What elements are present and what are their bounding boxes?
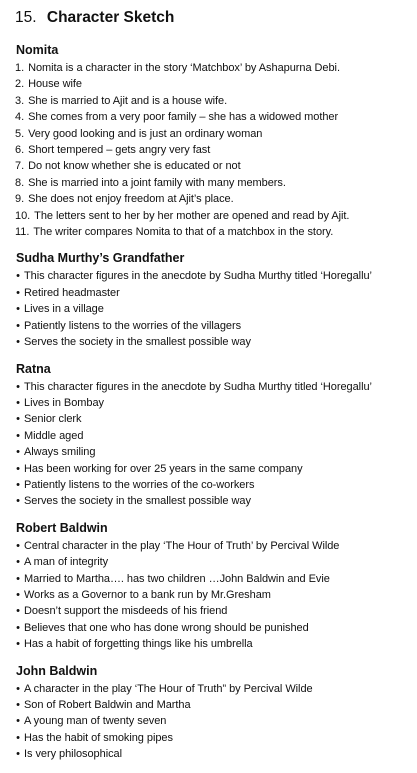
list-item bbox=[15, 301, 411, 317]
bullet-marker: • bbox=[16, 319, 20, 332]
bullet-marker: • bbox=[16, 446, 20, 459]
item-text: She comes from a very poor family – she has a widowed mother bbox=[28, 111, 339, 124]
item-text: Patiently listens to the worries of the villagers bbox=[24, 319, 242, 332]
section-ratna bbox=[15, 361, 411, 510]
bullet-marker: • bbox=[16, 638, 20, 651]
list-item bbox=[15, 428, 411, 444]
section-title: Robert Baldwin bbox=[16, 520, 108, 535]
item-number: 11. bbox=[15, 226, 30, 239]
item-text: Lives in Bombay bbox=[24, 396, 104, 409]
list-item bbox=[15, 697, 411, 713]
list-item bbox=[15, 93, 411, 109]
item-number: 3. bbox=[15, 94, 25, 107]
bullet-marker: • bbox=[16, 605, 20, 618]
item-text: Believes that one who has done wrong should be punished bbox=[24, 621, 309, 634]
section-john-baldwin bbox=[15, 663, 411, 763]
list-item bbox=[15, 175, 411, 191]
list-item bbox=[15, 191, 411, 207]
item-text: She is married to Ajit and is a house wife. bbox=[28, 94, 228, 107]
item-text: Senior clerk bbox=[24, 413, 82, 426]
bullet-list bbox=[15, 681, 411, 763]
bullet-marker: • bbox=[16, 286, 20, 299]
bullet-marker: • bbox=[16, 572, 20, 585]
list-item bbox=[15, 158, 411, 174]
list-item bbox=[15, 60, 411, 76]
item-text: Doesn’t support the misdeeds of his friend bbox=[24, 605, 228, 618]
section-sudha-murthy-s-grandfather bbox=[15, 250, 411, 350]
item-text: Has a habit of forgetting things like his umbrella bbox=[24, 638, 253, 651]
item-number: 8. bbox=[15, 176, 25, 189]
list-item bbox=[15, 395, 411, 411]
item-text: Is very philosophical bbox=[24, 748, 122, 761]
section-title: Nomita bbox=[16, 43, 59, 57]
section-nomita bbox=[15, 42, 411, 240]
item-text: A character in the play ‘The Hour of Truth” by Percival Wilde bbox=[24, 682, 313, 695]
list-item bbox=[15, 538, 411, 554]
item-text: Central character in the play ‘The Hour of Truth’ by Percival Wilde bbox=[24, 539, 340, 552]
item-text: She is married into a joint family with many members. bbox=[28, 176, 286, 189]
list-item bbox=[15, 76, 411, 92]
list-item bbox=[15, 411, 411, 427]
bullet-marker: • bbox=[16, 380, 20, 393]
list-item bbox=[15, 620, 411, 636]
list-item bbox=[15, 224, 411, 240]
list-item bbox=[15, 554, 411, 570]
bullet-marker: • bbox=[16, 429, 20, 442]
bullet-marker: • bbox=[16, 556, 20, 569]
item-number: 5. bbox=[15, 127, 25, 140]
item-number: 6. bbox=[15, 144, 25, 157]
list-item bbox=[15, 379, 411, 395]
bullet-list bbox=[15, 379, 411, 510]
bullet-marker: • bbox=[16, 539, 20, 552]
bullet-marker: • bbox=[16, 495, 20, 508]
bullet-marker: • bbox=[16, 588, 20, 601]
item-text: Retired headmaster bbox=[24, 286, 120, 299]
item-number: 7. bbox=[15, 160, 25, 173]
section-robert-baldwin bbox=[15, 520, 411, 653]
list-item bbox=[15, 461, 411, 477]
item-text: Lives in a village bbox=[24, 303, 104, 316]
list-item bbox=[15, 603, 411, 619]
list-item bbox=[15, 493, 411, 509]
list-item bbox=[15, 746, 411, 762]
item-text: Do not know whether she is educated or not bbox=[28, 160, 241, 173]
item-text: Always smiling bbox=[24, 446, 96, 459]
list-item bbox=[15, 318, 411, 334]
list-item bbox=[15, 681, 411, 697]
item-text: Works as a Governor to a bank run by Mr.Gresham bbox=[24, 588, 271, 601]
numbered-list bbox=[15, 60, 411, 240]
item-text: Nomita is a character in the story ‘Matchbox’ by Ashapurna Debi. bbox=[28, 62, 340, 74]
item-text: A young man of twenty seven bbox=[24, 715, 167, 728]
list-item bbox=[15, 477, 411, 493]
item-text: Short tempered – gets angry very fast bbox=[28, 144, 211, 157]
item-text: A man of integrity bbox=[24, 556, 109, 569]
document-page bbox=[15, 8, 411, 773]
item-number: 1. bbox=[15, 62, 25, 74]
item-text: Serves the society in the smallest possible way bbox=[24, 495, 251, 508]
heading-number: 15. bbox=[15, 9, 37, 26]
item-text: Has the habit of smoking pipes bbox=[24, 731, 173, 744]
item-number: 10. bbox=[15, 209, 31, 222]
list-item bbox=[15, 571, 411, 587]
item-text: This character figures in the anecdote by Sudha Murthy titled ‘Horegallu’ bbox=[24, 270, 372, 283]
item-text: She does not enjoy freedom at Ajit’s place. bbox=[28, 193, 234, 206]
item-number: 4. bbox=[15, 111, 25, 124]
list-item bbox=[15, 268, 411, 284]
section-title: John Baldwin bbox=[16, 663, 98, 678]
list-item bbox=[15, 444, 411, 460]
item-text: House wife bbox=[28, 78, 82, 91]
heading-title: Character Sketch bbox=[46, 9, 175, 26]
item-number: 9. bbox=[15, 193, 25, 206]
list-item bbox=[15, 636, 411, 652]
bullet-marker: • bbox=[16, 682, 20, 695]
bullet-marker: • bbox=[16, 699, 20, 711]
item-text: Serves the society in the smallest possible way bbox=[24, 336, 251, 349]
page-heading bbox=[15, 8, 411, 28]
bullet-marker: • bbox=[16, 462, 20, 475]
item-text: Middle aged bbox=[24, 429, 84, 442]
list-item bbox=[15, 109, 411, 125]
bullet-marker: • bbox=[16, 396, 20, 409]
list-item bbox=[15, 713, 411, 729]
sections-container bbox=[15, 42, 411, 763]
bullet-marker: • bbox=[16, 715, 20, 728]
list-item bbox=[15, 208, 411, 224]
bullet-list bbox=[15, 538, 411, 653]
item-text: Has been working for over 25 years in the same company bbox=[24, 462, 303, 475]
list-item bbox=[15, 126, 411, 142]
bullet-list bbox=[15, 268, 411, 350]
item-text: Married to Martha…. has two children …John Baldwin and Evie bbox=[24, 572, 330, 585]
item-text: Patiently listens to the worries of the co-workers bbox=[24, 478, 255, 491]
item-text: The letters sent to her by her mother are opened and read by Ajit. bbox=[34, 209, 350, 222]
bullet-marker: • bbox=[16, 336, 20, 349]
item-text: Very good looking and is just an ordinary woman bbox=[28, 127, 263, 140]
bullet-marker: • bbox=[16, 731, 20, 744]
section-title: Ratna bbox=[16, 361, 51, 376]
bullet-marker: • bbox=[16, 413, 20, 426]
list-item bbox=[15, 285, 411, 301]
bullet-marker: • bbox=[16, 478, 20, 491]
list-item bbox=[15, 334, 411, 350]
list-item bbox=[15, 142, 411, 158]
bullet-marker: • bbox=[16, 270, 20, 283]
section-title: Sudha Murthy’s Grandfather bbox=[16, 251, 185, 266]
item-text: Son of Robert Baldwin and Martha bbox=[24, 699, 191, 711]
bullet-marker: • bbox=[16, 748, 20, 761]
item-text: This character figures in the anecdote by Sudha Murthy titled ‘Horegallu’ bbox=[24, 380, 372, 393]
item-text: The writer compares Nomita to that of a matchbox in the story. bbox=[33, 226, 334, 239]
bullet-marker: • bbox=[16, 303, 20, 316]
list-item bbox=[15, 730, 411, 746]
bullet-marker: • bbox=[16, 621, 20, 634]
list-item bbox=[15, 587, 411, 603]
item-number: 2. bbox=[15, 78, 25, 91]
